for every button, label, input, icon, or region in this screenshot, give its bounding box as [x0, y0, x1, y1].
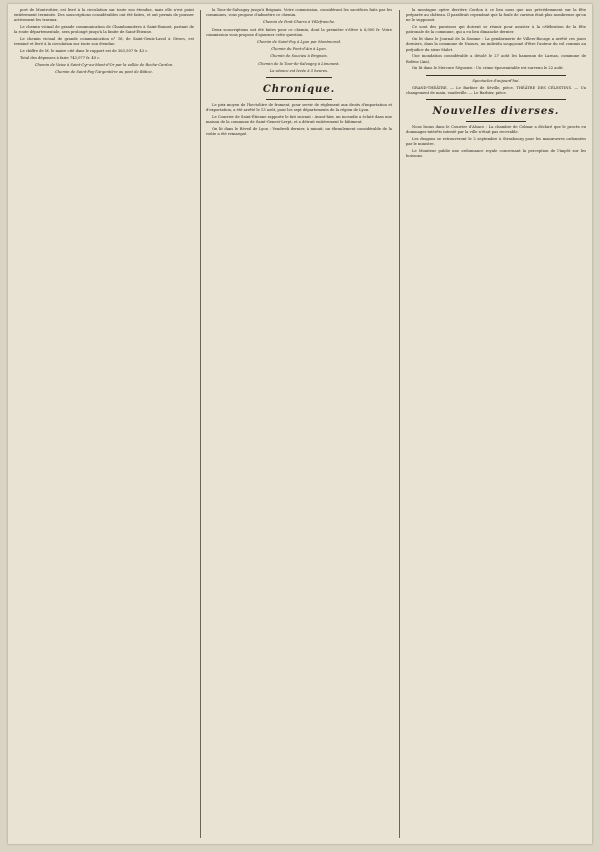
- divider: [426, 99, 566, 100]
- theatre-listing: GRAND-THÉÂTRE. — Le Barbier de Séville, pièce. THÉÂTRE DES CÉLESTINS. — Un changement de main, vaudeville. — Le Barbier, pièce.: [406, 85, 586, 96]
- subheading: Chemin de Saint-Foy à Lyon par Montmorod.: [256, 40, 342, 45]
- paragraph: On lit dans le Journal de la Somme : La gendarmerie de Villers-Bocage a arrêté ces jours derniers, dans la commune de Naours, un individu soupçonné d'être l'auteur du vol commis au préjudice du sieur Malet.: [406, 37, 586, 52]
- newspaper-page: [8, 4, 592, 844]
- subheading: Chemin de Pont-Charra à Villefranche.: [262, 20, 336, 25]
- closing-line: La séance est levée à 5 heures.: [269, 68, 329, 73]
- subheading: Chemin de Vaise à Saint-Cyr-au-Mont-d'Or par la vallée de Roche-Cardon.: [34, 63, 174, 68]
- subheading: Chemin de la Tour-de-Salvagny à Limonest.: [258, 61, 340, 66]
- divider: [466, 121, 526, 122]
- paragraph: Deux souscriptions ont été faites pour ce chemin, dont la première s'élève à 6,000 fr. Votre commission vous propose d'ajourner cette question.: [206, 27, 392, 37]
- paragraph: On lit dans le Réveil de Lyon : Vendredi dernier, à minuit, un ébranlement considérable de la voûte a été remarqué.: [206, 127, 392, 137]
- paragraph: la montagne opère derrière Cordon à ce lieu nous que nos précédemment sur la fête préparée au château. Il paraîtrait cependant que la foule de curieux était plus nombreuse qu'on ne le supposait.: [406, 8, 586, 23]
- paragraph: la Tour-de-Salvagny jusqu'à Brignais. Votre commission, considérant les sacrifices faits par les communes, vous propose d'admettre ce chemin.: [206, 8, 392, 18]
- paragraph: Les dragons se retrouveront le 2 septembre à Strasbourg pour les manœuvres ordonnées par le ministre.: [406, 137, 586, 147]
- subheading-spectacles: Spectacles d'aujourd'hui.: [472, 78, 520, 83]
- paragraph: Le Courrier de Saint-Étienne rapporte le fait suivant : Avant-hier, un incendie a éclaté dans une maison de la commune de Saint-Genest-Lerpt, et a détruit entièrement le bâtiment.: [206, 115, 392, 125]
- paragraph: Le chemin vicinal de grande communication n° 16, de Saint-Genis-Laval à Givors, est terminé et livré à la circulation sur toute son étendue.: [14, 37, 194, 47]
- paragraph: Le Moniteur publie une ordonnance royale concernant la perception de l'impôt sur les boissons.: [406, 149, 586, 159]
- subheading: Chemin du Pont-d'Ain à Lyon.: [271, 47, 327, 52]
- column-1: [14, 8, 194, 840]
- paragraph: Le prix moyen de l'hectolitre de froment, pour servir de règlement aux droits d'importation et d'exportation, a été arrêté le 13 août, pour les sept départements de la région de Lyon.: [206, 103, 392, 113]
- section-title-chronique: Chronique.: [262, 84, 336, 96]
- financial-line: Total des dépenses à faire 743,077 fr. 40 c.: [20, 56, 101, 60]
- section-title-nouvelles: Nouvelles diverses.: [432, 106, 560, 118]
- paragraph: Le chemin vicinal de grande communication de Chambonnières à Saint-Bonnet, partant de la route départementale, sera prolongé jusqu'à la limite de Saint-Étienne.: [14, 25, 194, 35]
- paragraph: Nous lisons dans le Courrier d'Alsace : La chambre de Colmar a déclaré que le procès en dommages-intérêts intenté par la ville n'était pas recevable.: [406, 125, 586, 135]
- column-3: [406, 8, 586, 840]
- subheading: Chemin de Soucieu à Brignais.: [270, 54, 328, 59]
- divider: [266, 99, 332, 100]
- paragraph: Ce sont des paroisses qui doivent se réunir pour assister à la célébration de la fête patronale de la commune, qui a eu lieu dimanche dernier.: [406, 25, 586, 35]
- financial-line: Le chiffre de M. le maire cité dans le rapport est de 363,507 fr. 43 c.: [20, 49, 149, 54]
- column-2: [206, 8, 392, 840]
- column-divider: [200, 10, 201, 838]
- notice: Une inondation considérable a désolé le 27 août les hameaux de Larnas, commune de Bolène (Ain).: [406, 54, 586, 64]
- notice: On lit dans le Mercure Ségusien : Un crime épouvantable est survenu le 22 août.: [412, 66, 564, 71]
- divider: [266, 77, 332, 78]
- column-divider: [399, 10, 400, 838]
- paragraph: port de Montrottier, est livré à la circulation sur toute son étendue, mais elle n'est point entièrement terminée. Des souscriptions considérables ont été faites, et ont permis de pousser activement les travaux.: [14, 8, 194, 23]
- subheading: Chemin de Saint-Foy-l'Argentière au pont de Bâtice.: [55, 70, 153, 75]
- divider: [426, 75, 566, 76]
